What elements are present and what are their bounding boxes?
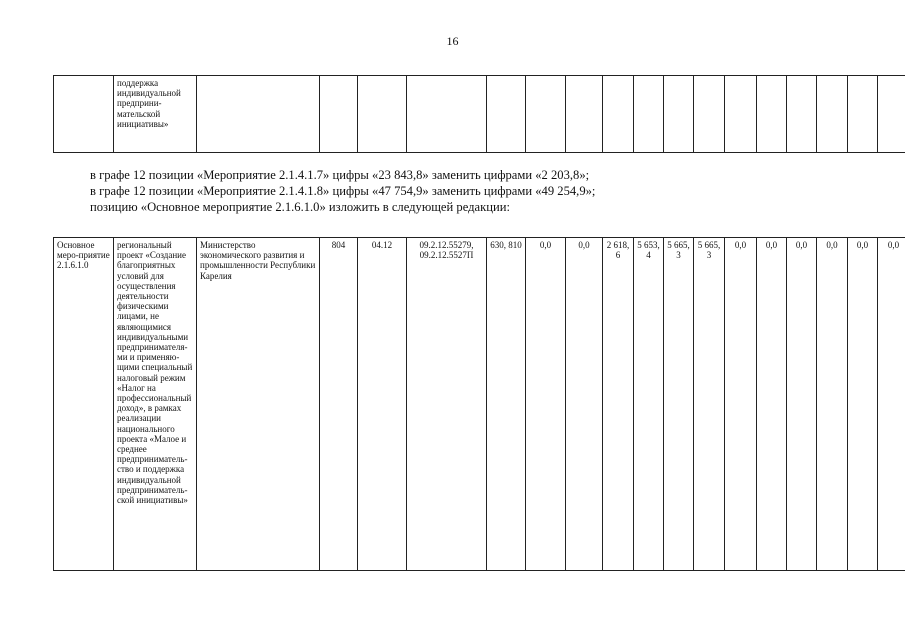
table-cell (487, 76, 526, 153)
table-cell (566, 76, 603, 153)
table-cell: 0,0 (757, 238, 787, 571)
table-cell (634, 76, 664, 153)
event-name-cell: региональный проект «Создание благоприятных условий для осуществления деятельности физическими лицами, не являющимися индивидуальными предпринимателя-ми и применяю-щими специальный налоговый режим «Налог на профессиональный доход», в рамках реализации национального проекта «Малое и среднее предприниматель-ство и поддержка индивидуальной предприниматель-ской инициативы» (114, 238, 197, 571)
instruction-paragraph: позицию «Основное мероприятие 2.1.6.1.0» изложить в следующей редакции: (90, 200, 510, 214)
table-cell: 630, 810 (487, 238, 526, 571)
table-row (54, 238, 905, 571)
table-cell: 09.2.12.55279, 09.2.12.5527П (407, 238, 487, 571)
table-cell: 0,0 (878, 238, 905, 571)
table-cell: 04.12 (358, 238, 407, 571)
table-cell (320, 76, 358, 153)
table-cell: 0,0 (566, 238, 603, 571)
table-cell (603, 76, 634, 153)
table-cell: 5 665, 3 (664, 238, 694, 571)
executor-cell: Министерство экономического развития и промышленности Республики Карелия (197, 238, 320, 571)
top-table-fragment (53, 75, 905, 153)
table-cell (358, 76, 407, 153)
instruction-paragraph: в графе 12 позиции «Мероприятие 2.1.4.1.8» цифры «47 754,9» заменить цифрами «49 254,9»; (90, 184, 596, 198)
table-cell: 0,0 (848, 238, 878, 571)
table-cell: 804 (320, 238, 358, 571)
table-cell (848, 76, 878, 153)
event-code-cell: Основное меро-приятие 2.1.6.1.0 (54, 238, 114, 571)
table-cell (757, 76, 787, 153)
table-cell (817, 76, 848, 153)
instruction-paragraph: в графе 12 позиции «Мероприятие 2.1.4.1.7» цифры «23 843,8» заменить цифрами «2 203,8»; (90, 168, 590, 182)
table-cell (664, 76, 694, 153)
table-cell: 0,0 (725, 238, 757, 571)
main-table (53, 237, 905, 571)
table-cell (526, 76, 566, 153)
table-cell (725, 76, 757, 153)
table-cell (197, 76, 320, 153)
table-cell (878, 76, 905, 153)
table-cell: 2 618, 6 (603, 238, 634, 571)
table-cell: 0,0 (817, 238, 848, 571)
table-cell: 5 653, 4 (634, 238, 664, 571)
table-row (54, 76, 905, 153)
table-cell: 0,0 (787, 238, 817, 571)
table-cell: 5 665, 3 (694, 238, 725, 571)
table-cell (787, 76, 817, 153)
page-number: 16 (446, 34, 459, 48)
table-cell: поддержка индивидуальной предприни-мательской инициативы» (114, 76, 197, 153)
table-cell (407, 76, 487, 153)
table-cell (694, 76, 725, 153)
table-cell (54, 76, 114, 153)
table-cell: 0,0 (526, 238, 566, 571)
amendment-instructions (90, 167, 880, 215)
